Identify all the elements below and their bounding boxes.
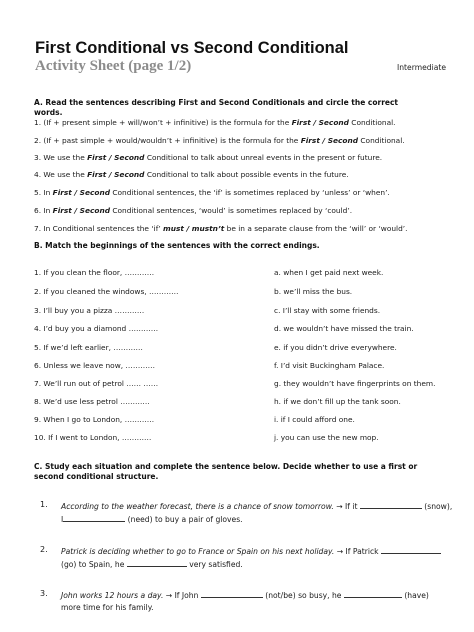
item-text: In Conditional sentences the ‘if’ [43,224,164,233]
choice-words[interactable]: First / Second [52,188,110,197]
question-number: 3. [40,589,48,598]
match-ending: b. we’ll miss the bus. [274,287,353,296]
situation-text: John works 12 hours a day. [61,591,164,600]
section-b-heading: B. Match the beginnings of the sentences with the correct endings. [34,241,320,250]
item-number: 5. [34,188,42,197]
match-beginning: 10. If I went to London, ………… [34,433,152,442]
match-beginning: 9. When I go to London, ………… [34,415,155,424]
question-3-line2: more time for his family. [61,603,154,612]
match-beginning: 7. We’ll run out of petrol …… …… [34,379,159,388]
answer-blank[interactable] [201,589,263,598]
item-number: 2. [34,136,42,145]
match-beginning: 1. If you clean the floor, ………… [34,268,155,277]
item-number: 6. [34,206,42,215]
match-ending: i. if I could afford one. [274,415,355,424]
match-beginning: 2. If you cleaned the windows, ………… [34,287,179,296]
choice-words[interactable]: must / mustn’t [163,224,225,233]
answer-blank[interactable] [344,589,402,598]
choice-words[interactable]: First / Second [300,136,359,145]
match-ending: f. I’d visit Buckingham Palace. [274,361,385,370]
item-text: We use the [43,170,88,179]
section-a-item-7 [34,224,408,234]
answer-blank[interactable] [381,545,441,554]
item-text: Conditional to talk about possible events in the future. [144,170,349,179]
prompt-text: (need) to buy a pair of gloves. [125,515,243,524]
section-a-item-4 [34,170,349,180]
prompt-text: (snow), [421,502,453,511]
item-text: In [43,206,53,215]
match-ending: g. they wouldn’t have fingerprints on them. [274,379,436,388]
match-ending: e. if you didn’t drive everywhere. [274,343,397,352]
section-c-heading-line2: second conditional structure. [34,472,159,481]
question-number: 2. [40,545,48,554]
prompt-text: I [61,515,64,524]
section-c-heading [34,462,417,482]
section-a-heading [34,98,398,118]
situation-text: According to the weather forecast, there is a chance of snow tomorrow. [61,502,334,511]
choice-words[interactable]: First / Second [87,170,145,179]
section-a-item-5 [34,188,390,198]
item-number: 3. [34,153,42,162]
item-text: Conditional sentences, ‘would’ is sometimes replaced by ‘could’. [110,206,353,215]
section-a-item-6 [34,206,352,216]
prompt-text: → If it [333,502,360,511]
prompt-text: (not/be) so busy, he [262,591,344,600]
level-label: Intermediate [397,63,446,72]
match-beginning: 5. If we’d left earlier, ………… [34,343,143,352]
item-text: Conditional to talk about unreal events in the present or future. [144,153,383,162]
choice-words[interactable]: First / Second [87,153,145,162]
question-2-line2 [61,558,243,570]
prompt-text: → If Patrick [334,547,381,556]
item-text: (If + past simple + would/wouldn’t + infinitive) is the formula for the [43,136,301,145]
match-ending: a. when I get paid next week. [274,268,384,277]
question-number: 1. [40,500,48,509]
question-1-line1 [61,500,452,512]
item-text: Conditional. [348,118,396,127]
section-a-heading-line2: words. [34,108,63,117]
match-beginning: 8. We’d use less petrol ………… [34,397,150,406]
match-ending: d. we wouldn’t have missed the train. [274,324,414,333]
match-beginning: 3. I’ll buy you a pizza ………… [34,306,145,315]
page-subtitle: Activity Sheet (page 1/2) [35,58,192,74]
item-text: (If + present simple + will/won’t + infinitive) is the formula for the [43,118,292,127]
answer-blank[interactable] [360,500,422,509]
answer-blank[interactable] [127,558,187,567]
prompt-text: → If John [163,591,201,600]
page-title: First Conditional vs Second Conditional [35,39,349,57]
item-number: 7. [34,224,42,233]
question-1-line2 [61,513,243,525]
match-beginning: 4. I’d buy you a diamond ………… [34,324,159,333]
section-c-heading-line1: C. Study each situation and complete the sentence below. Decide whether to use a first or [34,462,418,471]
prompt-text: very satisfied. [186,560,243,569]
section-a-item-3 [34,153,382,163]
choice-words[interactable]: First / Second [52,206,110,215]
prompt-text: (have) [401,591,429,600]
choice-words[interactable]: First / Second [291,118,349,127]
answer-blank[interactable] [63,513,125,522]
match-beginning: 6. Unless we leave now, ………… [34,361,155,370]
section-a-heading-line1: A. Read the sentences describing First and Second Conditionals and circle the correct [34,98,399,107]
question-2-line1 [61,545,441,557]
match-ending: c. I’ll stay with some friends. [274,306,381,315]
item-number: 4. [34,170,42,179]
item-text: Conditional. [358,136,405,145]
situation-text: Patrick is deciding whether to go to France or Spain on his next holiday. [61,547,335,556]
item-text: We use the [43,153,88,162]
match-ending: h. if we don’t fill up the tank soon. [274,397,401,406]
section-a-item-1 [34,118,396,128]
prompt-text: (go) to Spain, he [61,560,127,569]
item-text: be in a separate clause from the ‘will’ or ‘would’. [224,224,408,233]
item-number: 1. [34,118,42,127]
item-text: In [43,188,53,197]
section-a-item-2 [34,136,405,146]
item-text: Conditional sentences, the ‘if’ is sometimes replaced by ‘unless’ or ‘when’. [110,188,390,197]
match-ending: j. you can use the new mop. [274,433,379,442]
question-3-line1 [61,589,429,601]
